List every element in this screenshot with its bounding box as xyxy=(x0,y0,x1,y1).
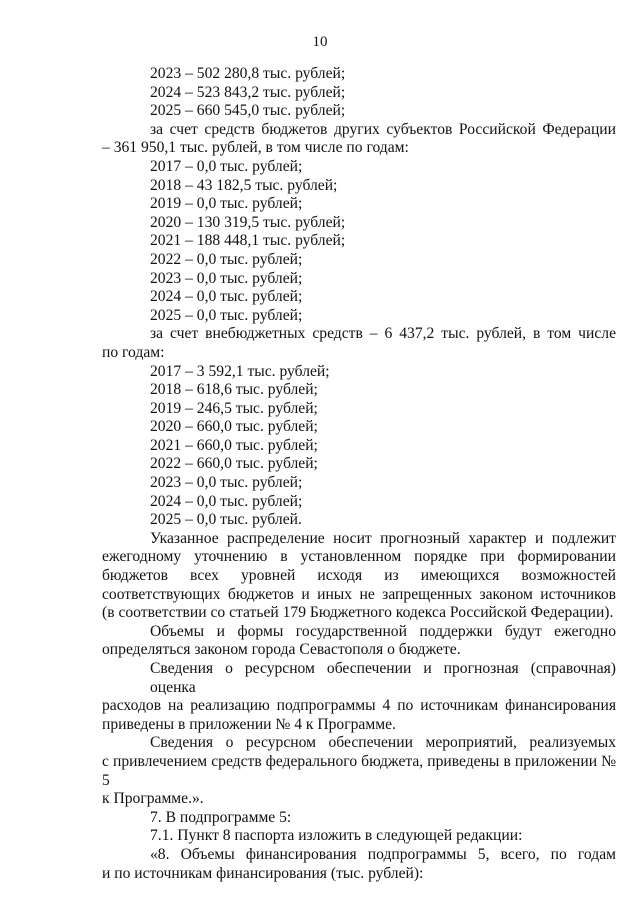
page-number: 10 xyxy=(312,34,328,50)
text-line: 2020 – 660,0 тыс. рублей; xyxy=(150,418,318,436)
text-line: и по источникам финансирования (тыс. рублей): xyxy=(102,864,424,882)
text-line: ежегодному уточнению в установленном порядке при формировании xyxy=(102,548,616,566)
text-line: 7.1. Пункт 8 паспорта изложить в следующей редакции: xyxy=(150,827,523,845)
text-line: бюджетов всех уровней исходя из имеющихся возможностей xyxy=(102,567,616,585)
text-line: – 361 950,1 тыс. рублей, в том числе по годам: xyxy=(102,139,409,157)
text-line: 7. В подпрограмме 5: xyxy=(150,808,292,826)
text-line: Указанное распределение носит прогнозный характер и подлежит xyxy=(150,529,616,547)
text-line: к Программе.». xyxy=(102,790,204,808)
text-line: 2025 – 0,0 тыс. рублей. xyxy=(150,511,302,529)
text-line: 2017 – 3 592,1 тыс. рублей; xyxy=(150,362,330,380)
text-line: соответствующих бюджетов и иных не запрещенных законом источников xyxy=(102,585,616,603)
text-line: 2021 – 188 448,1 тыс. рублей; xyxy=(150,232,346,250)
text-line: 2025 – 0,0 тыс. рублей; xyxy=(150,306,303,324)
text-line: 2020 – 130 319,5 тыс. рублей; xyxy=(150,213,346,231)
text-line: 2019 – 0,0 тыс. рублей; xyxy=(150,195,303,213)
text-line: 2022 – 660,0 тыс. рублей; xyxy=(150,455,318,473)
text-line: определяться законом города Севастополя о бюджете. xyxy=(102,641,461,659)
text-line: 2017 – 0,0 тыс. рублей; xyxy=(150,157,303,175)
text-line: 2018 – 43 182,5 тыс. рублей; xyxy=(150,176,338,194)
text-line: Сведения о ресурсном обеспечении мероприятий, реализуемых xyxy=(150,734,616,752)
text-line: 2023 – 502 280,8 тыс. рублей; xyxy=(150,65,346,82)
document-body xyxy=(102,65,616,883)
text-line: 2022 – 0,0 тыс. рублей; xyxy=(150,250,303,268)
text-line: расходов на реализацию подпрограммы 4 по источникам финансирования xyxy=(102,697,616,715)
text-line: Объемы и формы государственной поддержки будут ежегодно xyxy=(150,622,616,640)
text-line: Сведения о ресурсном обеспечении и прогнозная (справочная) оценка xyxy=(150,660,616,696)
text-line: 2025 – 660 545,0 тыс. рублей; xyxy=(150,102,346,120)
text-line: 2018 – 618,6 тыс. рублей; xyxy=(150,381,318,399)
text-line: за счет внебюджетных средств – 6 437,2 тыс. рублей, в том числе xyxy=(150,325,616,343)
text-line: по годам: xyxy=(102,343,165,361)
text-line: 2024 – 0,0 тыс. рублей; xyxy=(150,288,303,306)
text-line: (в соответствии со статьей 179 Бюджетного кодекса Российской Федерации). xyxy=(102,604,614,622)
text-line: «8. Объемы финансирования подпрограммы 5, всего, по годам xyxy=(150,845,616,863)
text-line: 2021 – 660,0 тыс. рублей; xyxy=(150,436,318,454)
text-line: 2023 – 0,0 тыс. рублей; xyxy=(150,474,303,492)
text-line: 2024 – 523 843,2 тыс. рублей; xyxy=(150,83,346,101)
text-line: с привлечением средств федерального бюджета, приведены в приложении № 5 xyxy=(102,752,616,789)
text-line: 2023 – 0,0 тыс. рублей; xyxy=(150,269,303,287)
text-line: приведены в приложении № 4 к Программе. xyxy=(102,715,396,733)
text-line: за счет средств бюджетов других субъектов Российской Федерации xyxy=(150,120,616,138)
text-line: 2024 – 0,0 тыс. рублей; xyxy=(150,492,303,510)
text-line: 2019 – 246,5 тыс. рублей; xyxy=(150,399,318,417)
